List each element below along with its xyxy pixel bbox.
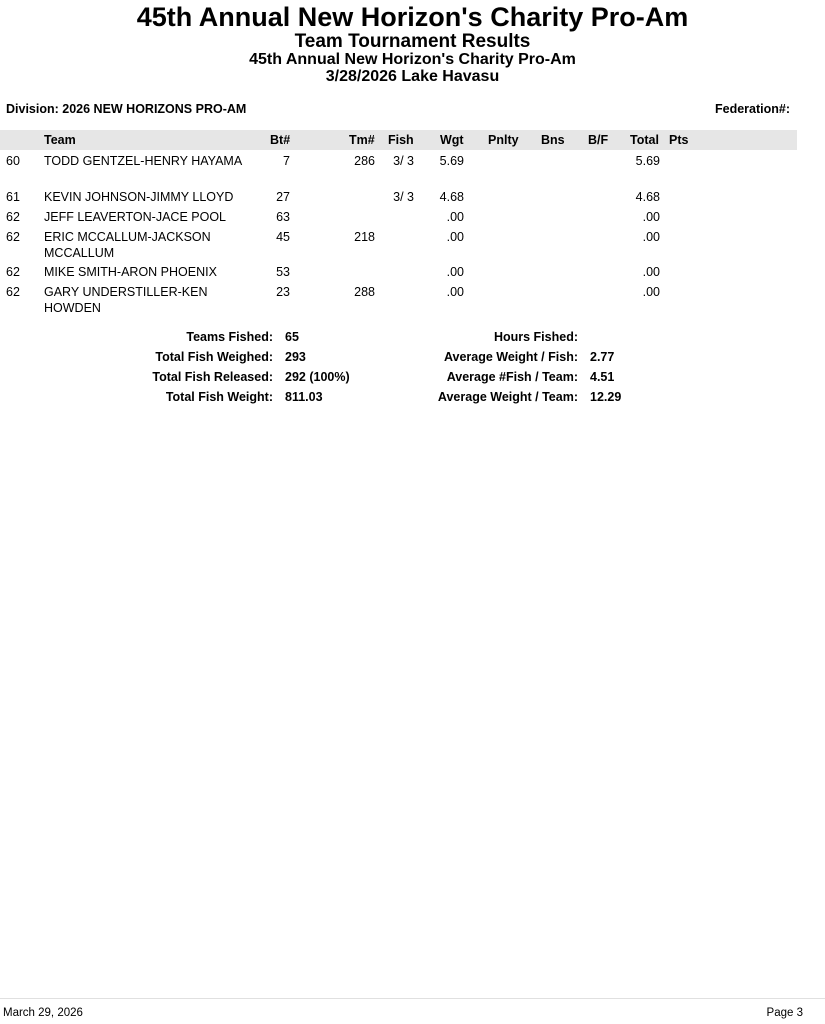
place-cell: 62 — [6, 285, 20, 299]
team-cell: TODD GENTZEL-HENRY HAYAMA — [44, 154, 243, 168]
fish-count-cell: 3/ 3 — [393, 190, 414, 204]
column-header-bar — [0, 130, 797, 150]
total-cell: .00 — [642, 285, 660, 299]
col-team: Team — [44, 133, 76, 147]
team-cell: GARY UNDERSTILLER-KEN HOWDEN — [44, 285, 208, 315]
team-cell: MIKE SMITH-ARON PHOENIX — [44, 265, 217, 279]
summary-right-value: 2.77 — [590, 350, 615, 364]
boat-number-cell: 63 — [276, 210, 290, 224]
summary-left-value: 293 — [285, 350, 306, 364]
boat-number-cell: 27 — [276, 190, 290, 204]
report-title: 45th Annual New Horizon's Charity Pro-Am — [136, 2, 689, 32]
place-cell: 62 — [6, 230, 20, 244]
event-name: 45th Annual New Horizon's Charity Pro-Am — [249, 51, 576, 68]
team-cell: KEVIN JOHNSON-JIMMY LLOYD — [44, 190, 234, 204]
team-cell: JEFF LEAVERTON-JACE POOL — [44, 210, 226, 224]
division-label: Division: 2026 NEW HORIZONS PRO-AM — [6, 102, 247, 116]
footer-divider — [0, 998, 825, 999]
summary-right-value: 4.51 — [590, 370, 615, 384]
summary-right-label: Hours Fished: — [493, 330, 578, 344]
col-penalty: Pnlty — [488, 133, 519, 147]
summary-right-label: Average #Fish / Team: — [446, 370, 578, 384]
col-weight: Wgt — [440, 133, 464, 147]
boat-number-cell: 23 — [276, 285, 290, 299]
summary-left-label: Total Fish Weight: — [165, 390, 273, 404]
summary-left-label: Teams Fished: — [186, 330, 273, 344]
col-team-number: Tm# — [349, 133, 375, 147]
boat-number-cell: 7 — [283, 154, 290, 168]
weight-cell: .00 — [446, 230, 464, 244]
weight-cell: .00 — [446, 265, 464, 279]
col-bonus: Bns — [541, 133, 565, 147]
page-number: Page 3 — [766, 1007, 803, 1019]
summary-right-value: 12.29 — [590, 390, 622, 404]
weight-cell: 4.68 — [439, 190, 464, 204]
col-points: Pts — [669, 133, 689, 147]
federation-label: Federation#: — [714, 102, 790, 116]
place-cell: 62 — [6, 265, 20, 279]
total-cell: .00 — [642, 230, 660, 244]
col-big-fish: B/F — [588, 133, 609, 147]
team-number-cell: 218 — [354, 230, 375, 244]
report-subtitle: Team Tournament Results — [294, 31, 531, 52]
col-total: Total — [630, 133, 659, 147]
team-number-cell: 288 — [354, 285, 375, 299]
summary-left-label: Total Fish Released: — [152, 370, 273, 384]
weight-cell: .00 — [446, 285, 464, 299]
summary-left-value: 292 (100%) — [285, 370, 350, 384]
col-fish: Fish — [388, 133, 414, 147]
team-cell: ERIC MCCALLUM-JACKSON MCCALLUM — [44, 230, 211, 260]
weight-cell: 5.69 — [439, 154, 464, 168]
place-cell: 60 — [6, 154, 20, 168]
boat-number-cell: 45 — [276, 230, 290, 244]
total-cell: .00 — [642, 210, 660, 224]
summary-right-label: Average Weight / Team: — [437, 390, 578, 404]
boat-number-cell: 53 — [276, 265, 290, 279]
place-cell: 61 — [6, 190, 20, 204]
total-cell: .00 — [642, 265, 660, 279]
weight-cell: .00 — [446, 210, 464, 224]
fish-count-cell: 3/ 3 — [393, 154, 414, 168]
place-cell: 62 — [6, 210, 20, 224]
col-boat-number: Bt# — [270, 133, 291, 147]
print-date: March 29, 2026 — [3, 1007, 83, 1019]
summary-left-value: 811.03 — [285, 390, 323, 404]
total-cell: 4.68 — [635, 190, 660, 204]
summary-right-label: Average Weight / Fish: — [443, 350, 578, 364]
team-number-cell: 286 — [354, 154, 375, 168]
event-date-location: 3/28/2026 Lake Havasu — [325, 68, 500, 85]
summary-left-value: 65 — [285, 330, 299, 344]
total-cell: 5.69 — [635, 154, 660, 168]
summary-left-label: Total Fish Weighed: — [155, 350, 273, 364]
